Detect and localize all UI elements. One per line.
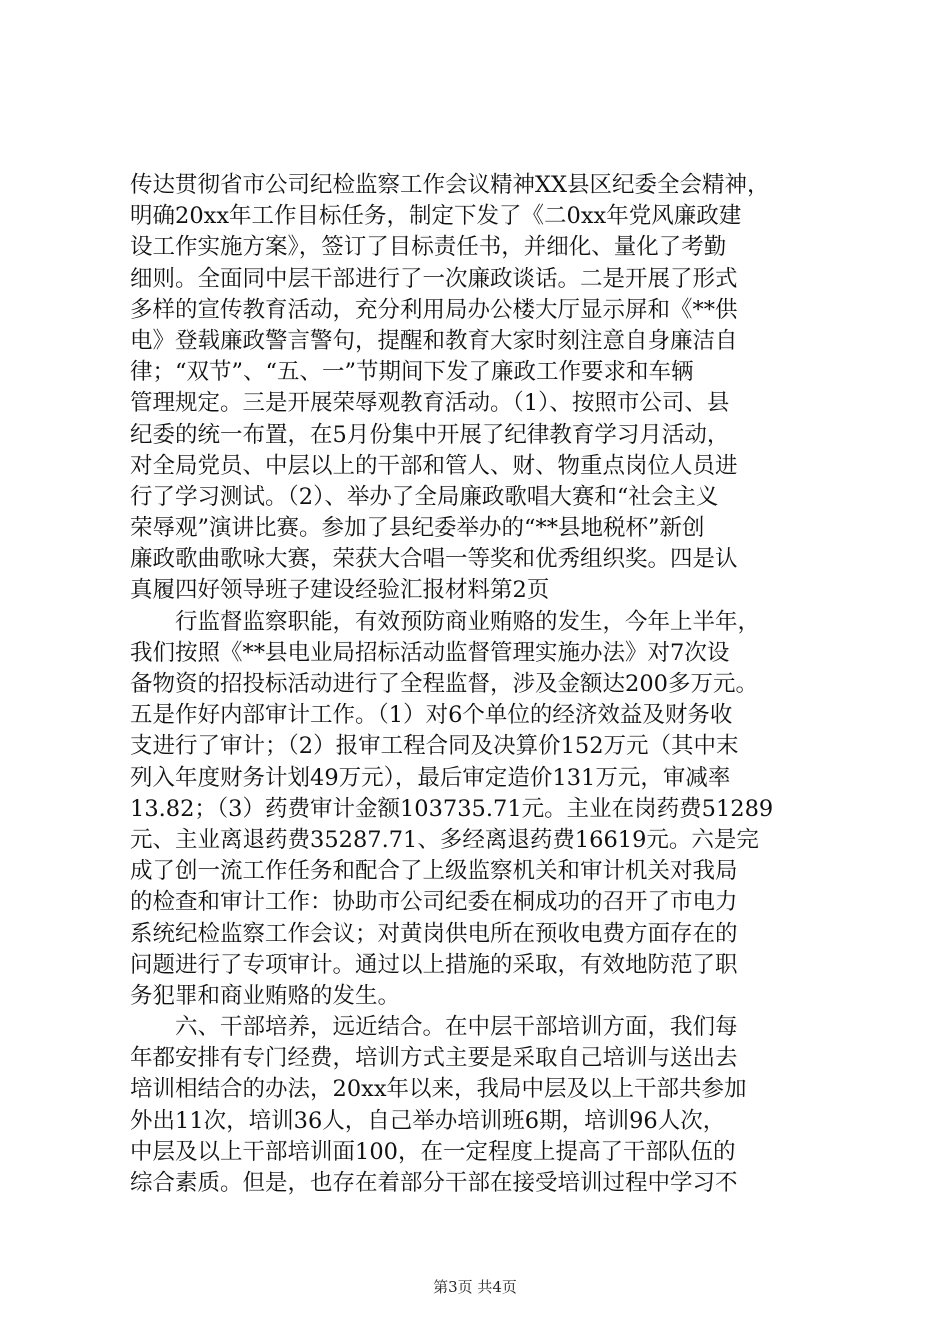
text-line: 多样的宣传教育活动，充分利用局办公楼大厅显示屏和《**供 bbox=[130, 296, 738, 323]
text-line: 行监督监察职能，有效预防商业贿赂的发生，今年上半年， bbox=[130, 608, 761, 635]
text-line: 问题进行了专项审计。通过以上措施的采取，有效地防范了职 bbox=[130, 951, 738, 978]
text-line: 培训相结合的办法，20xx年以来，我局中层及以上干部共参加 bbox=[130, 1076, 747, 1103]
text-line: 纪委的统一布置，在5月份集中开展了纪律教育学习月活动， bbox=[130, 421, 730, 448]
text-line: 综合素质。但是，也存在着部分干部在接受培训过程中学习不 bbox=[130, 1170, 738, 1196]
text-line: 外出11次，培训36人，自己举办培训班6期，培训96人次， bbox=[130, 1107, 726, 1134]
text-line: 电》登载廉政警言警句，提醒和教育大家时刻注意自身廉洁自 bbox=[130, 327, 738, 354]
text-line: 元、主业离退药费35287.71、多经离退药费16619元。六是完 bbox=[130, 826, 759, 853]
text-line: 管理规定。三是开展荣辱观教育活动。（1）、按照市公司、县 bbox=[130, 390, 730, 417]
text-line: 廉政歌曲歌咏大赛，荣获大合唱一等奖和优秀组织奖。四是认 bbox=[130, 546, 738, 573]
text-line: 13.82；（3）药费审计金额103735.71元。主业在岗药费51289 bbox=[130, 795, 774, 822]
text-line: 荣辱观”演讲比赛。参加了县纪委举办的“**县地税杯”新创 bbox=[130, 515, 705, 542]
text-line: 设工作实施方案》，签订了目标责任书，并细化、量化了考勤 bbox=[130, 234, 727, 261]
text-line: 的检查和审计工作：协助市公司纪委在桐成功的召开了市电力 bbox=[130, 889, 738, 916]
text-line: 传达贯彻省市公司纪检监察工作会议精神XX县区纪委全会精神， bbox=[130, 172, 770, 198]
text-line: 律；“双节”、“五、一”节期间下发了廉政工作要求和车辆 bbox=[130, 359, 694, 386]
text-line: 年都安排有专门经费，培训方式主要是采取自己培训与送出去 bbox=[130, 1045, 738, 1072]
text-line: 支进行了审计；（2）报审工程合同及决算价152万元（其中末 bbox=[130, 733, 739, 760]
text-line: 系统纪检监察工作会议；对黄岗供电所在预收电费方面存在的 bbox=[130, 920, 738, 947]
page-number-footer: 第3页 共4页 bbox=[433, 1278, 517, 1296]
text-line: 我们按照《**县电业局招标活动监督管理实施办法》对7次设 bbox=[130, 639, 730, 666]
text-line: 五是作好内部审计工作。（1）对6个单位的经济效益及财务收 bbox=[130, 702, 733, 729]
text-line: 细则。全面同中层干部进行了一次廉政谈话。二是开展了形式 bbox=[130, 265, 738, 292]
text-line: 真履四好领导班子建设经验汇报材料第2页 bbox=[130, 577, 550, 604]
text-line: 行了学习测试。（2）、举办了全局廉政歌唱大赛和“社会主义 bbox=[130, 483, 719, 510]
text-line: 六、干部培养，远近结合。在中层干部培训方面，我们每 bbox=[130, 1014, 738, 1041]
text-line: 务犯罪和商业贿赂的发生。 bbox=[130, 982, 401, 1009]
text-line: 备物资的招投标活动进行了全程监督，涉及金额达200多万元。 bbox=[130, 671, 758, 697]
text-line: 成了创一流工作任务和配合了上级监察机关和审计机关对我局 bbox=[130, 858, 738, 885]
text-line: 对全局党员、中层以上的干部和管人、财、物重点岗位人员进 bbox=[130, 452, 738, 479]
text-line: 列入年度财务计划49万元），最后审定造价131万元，审减率 bbox=[130, 764, 731, 791]
text-line: 中层及以上干部培训面100，在一定程度上提高了干部队伍的 bbox=[130, 1138, 736, 1165]
document-body bbox=[130, 170, 830, 1199]
text-line: 明确20xx年工作目标任务，制定下发了《二0xx年党风廉政建 bbox=[130, 203, 742, 230]
